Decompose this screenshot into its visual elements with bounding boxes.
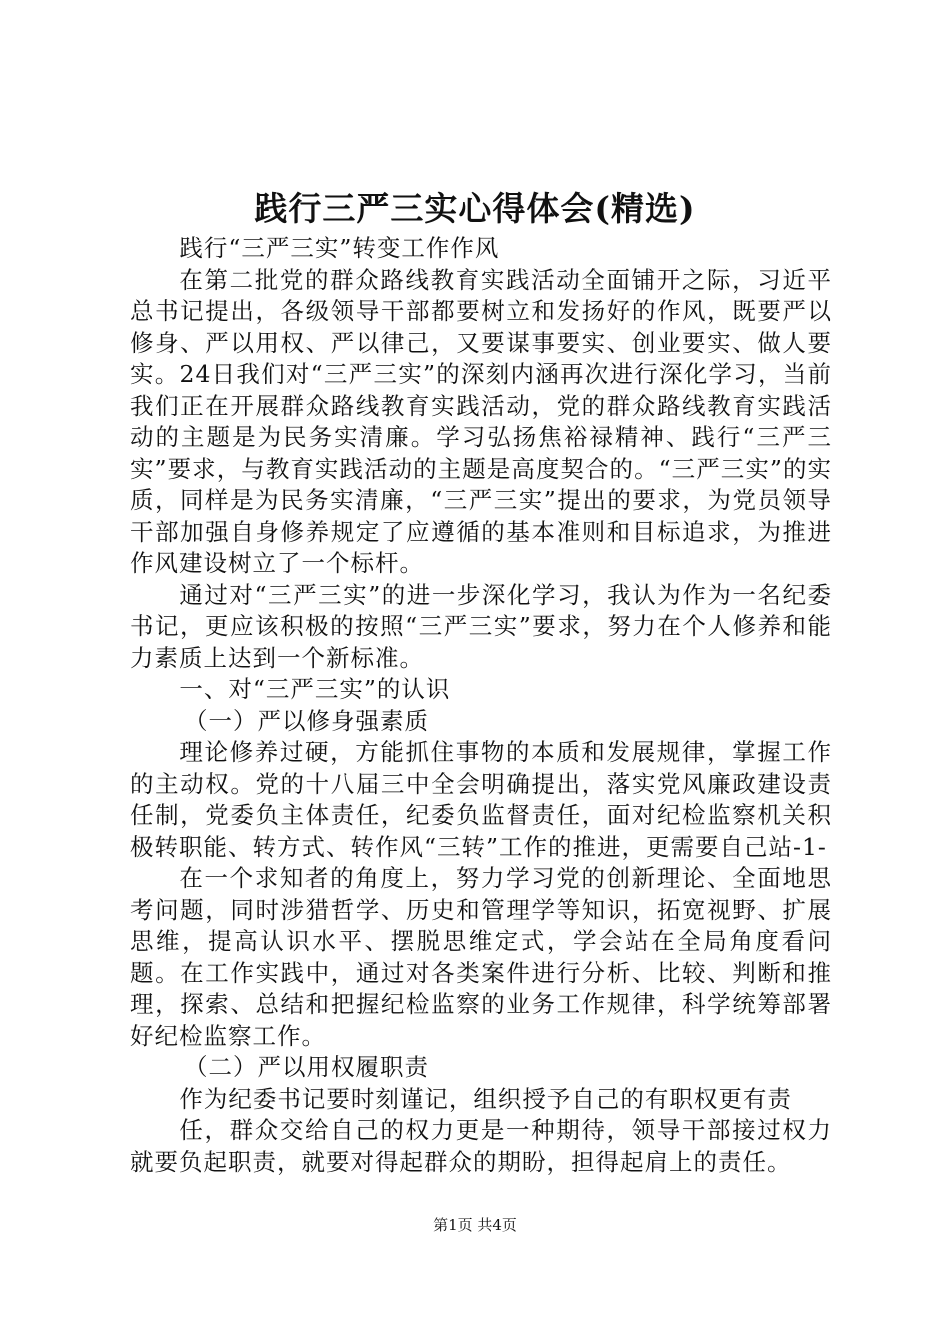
paragraph: 通过对“三严三实”的进一步深化学习，我认为作为一名纪委书记，更应该积极的按照“三严三实”要求，努力在个人修养和能力素质上达到一个新标准。 [130,580,832,672]
paragraph: 任，群众交给自己的权力更是一种期待，领导干部接过权力就要负起职责，就要对得起群众的期盼，担得起肩上的责任。 [130,1116,832,1176]
section-heading: 一、对“三严三实”的认识 [179,675,451,703]
paragraph: 作为纪委书记要时刻谨记，组织授予自己的有职权更有责 [179,1084,792,1113]
section-heading: 践行“三严三实”转变工作作风 [179,234,500,262]
paragraph: 在一个求知者的角度上，努力学习党的创新理论、全面地思考问题，同时涉猎哲学、历史和管理学等知识，拓宽视野、扩展思维，提高认识水平、摆脱思维定式，学会站在全局角度看问题。在工作实践中，通过对各类案件进行分析、比较、判断和推理，探索、总结和把握纪检监察的业务工作规律，科学统筹部署好纪检监察工作。 [130,864,832,1050]
paragraph: 在第二批党的群众路线教育实践活动全面铺开之际，习近平总书记提出，各级领导干部都要树立和发扬好的作风，既要严以修身、严以用权、严以律己，又要谋事要实、创业要实、做人要实。24日我们对“三严三实”的深刻内涵再次进行深化学习，当前我们正在开展群众路线教育实践活动，党的群众路线教育实践活动的主题是为民务实清廉。学习弘扬焦裕禄精神、践行“三严三实”要求，与教育实践活动的主题是高度契合的。“三严三实”的实质，同样是为民务实清廉，“三严三实”提出的要求，为党员领导干部加强自身修养规定了应遵循的基本准则和目标追求，为推进作风建设树立了一个标杆。 [130,265,832,577]
document-title: 践行三严三实心得体会(精选) [254,189,696,228]
subsection-heading: （一）严以修身强素质 [184,706,430,735]
page-footer: 第1页 共4页 [433,1216,517,1234]
document-body [130,233,832,1178]
paragraph: 理论修养过硬，方能抓住事物的本质和发展规律，掌握工作的主动权。党的十八届三中全会明确提出，落实党风廉政建设责任制，党委负主体责任，纪委负监督责任，面对纪检监察机关积极转职能、转方式、转作风“三转”工作的推进，更需要自己站-1- [130,738,832,861]
subsection-heading: （二）严以用权履职责 [184,1053,430,1081]
